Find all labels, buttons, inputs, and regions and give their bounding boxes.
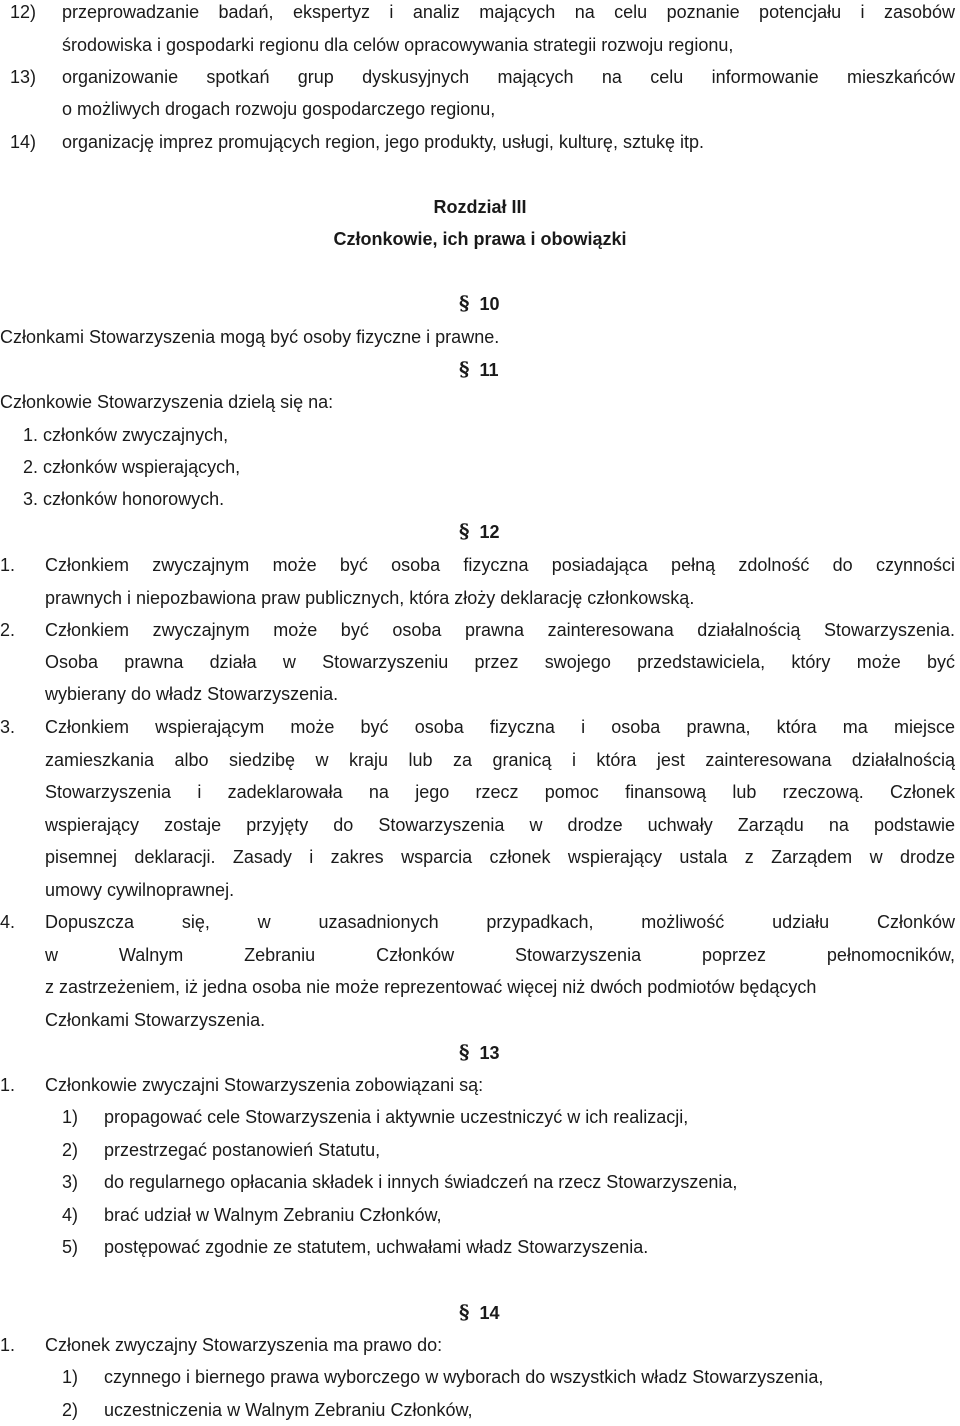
list-item-number: 1. bbox=[0, 555, 16, 575]
list-item-text: o możliwych drogach rozwoju gospodarczego regionu, bbox=[62, 99, 496, 119]
chapter-title: Rozdział III bbox=[433, 197, 527, 217]
section-heading-14 bbox=[459, 1301, 500, 1324]
list-item-text: zamieszkania albo siedzibę w kraju lub za granicą i która jest zainteresowana działalnością bbox=[45, 750, 955, 770]
list-item-text: postępować zgodnie ze statutem, uchwałami władz Stowarzyszenia. bbox=[104, 1237, 649, 1257]
paragraph-text: Członkami Stowarzyszenia mogą być osoby fizyczne i prawne. bbox=[0, 327, 500, 347]
list-item-text: w Walnym Zebraniu Członków Stowarzyszenia poprzez pełnomocników, bbox=[45, 945, 955, 965]
list-item-text: organizację imprez promujących region, jego produkty, usługi, kulturę, sztukę itp. bbox=[62, 132, 704, 152]
section-heading-11 bbox=[459, 358, 499, 381]
list-item-text: wybierany do władz Stowarzyszenia. bbox=[45, 684, 339, 704]
list-item-text: Członkiem zwyczajnym może być osoba prawna zainteresowana działalnością Stowarzyszenia. bbox=[45, 620, 955, 640]
section-heading-13 bbox=[459, 1041, 500, 1064]
list-item-text: umowy cywilnoprawnej. bbox=[45, 880, 235, 900]
list-item-number: 1) bbox=[62, 1107, 79, 1127]
list-item-text: brać udział w Walnym Zebraniu Członków, bbox=[104, 1205, 442, 1225]
list-item-text: propagować cele Stowarzyszenia i aktywnie uczestniczyć w ich realizacji, bbox=[104, 1107, 689, 1127]
paragraph-text: Członkowie Stowarzyszenia dzielą się na: bbox=[0, 392, 334, 412]
list-item-text: do regularnego opłacania składek i innych świadczeń na rzecz Stowarzyszenia, bbox=[104, 1172, 738, 1192]
list-item-text: Stowarzyszenia i zadeklarowała na jego rzecz pomoc finansową lub rzeczową. Członek bbox=[45, 782, 955, 802]
list-item-text: środowiska i gospodarki regionu dla celów opracowywania strategii rozwoju regionu, bbox=[62, 35, 734, 55]
section-number: 13 bbox=[479, 1043, 500, 1063]
section-number: 10 bbox=[479, 294, 500, 314]
list-item: 1. członków zwyczajnych, bbox=[23, 425, 229, 445]
list-item-number: 13) bbox=[10, 67, 37, 87]
list-item-text: Członkami Stowarzyszenia. bbox=[45, 1010, 266, 1030]
list-item-text: prawnych i niepozbawiona praw publicznych, która złoży deklarację członkowską. bbox=[45, 588, 695, 608]
list-item-text: pisemnej deklaracji. Zasady i zakres wsparcia członek wspierający ustala z Zarządem w drodze bbox=[45, 847, 955, 867]
list-item-text: Członkiem zwyczajnym może być osoba fizyczna posiadająca pełną zdolność do czynności bbox=[45, 555, 955, 575]
chapter-subtitle: Członkowie, ich prawa i obowiązki bbox=[333, 229, 627, 249]
list-item-text: wspierający zostaje przyjęty do Stowarzyszenia w drodze uchwały Zarządu na podstawie bbox=[45, 815, 955, 835]
list-item-text: przestrzegać postanowień Statutu, bbox=[104, 1140, 381, 1160]
list-item-text: przeprowadzanie badań, ekspertyz i analiz mających na celu poznanie potencjału i zasobów bbox=[62, 2, 955, 22]
section-symbol: § bbox=[459, 291, 470, 315]
list-item-text: czynnego i biernego prawa wyborczego w wyborach do wszystkich władz Stowarzyszenia, bbox=[104, 1367, 824, 1387]
list-item-number: 2) bbox=[62, 1140, 79, 1160]
list-item-text: Dopuszcza się, w uzasadnionych przypadkach, możliwość udziału Członków bbox=[45, 912, 955, 932]
list-item-number: 5) bbox=[62, 1237, 79, 1257]
list-item-text: uczestniczenia w Walnym Zebraniu Członków, bbox=[104, 1400, 473, 1420]
list-item-number: 2) bbox=[62, 1400, 79, 1420]
list-item-text: Członkiem wspierającym może być osoba fizyczna i osoba prawna, która ma miejsce bbox=[45, 717, 955, 737]
list-item: 3. członków honorowych. bbox=[23, 489, 225, 509]
list-item-number: 4) bbox=[62, 1205, 79, 1225]
section-number: 12 bbox=[479, 522, 500, 542]
list-item-number: 12) bbox=[10, 2, 37, 22]
section-symbol: § bbox=[459, 1040, 470, 1064]
section-symbol: § bbox=[459, 357, 470, 381]
list-item-number: 3) bbox=[62, 1172, 79, 1192]
section-number: 14 bbox=[479, 1303, 500, 1323]
paragraph-text: Członek zwyczajny Stowarzyszenia ma prawo do: bbox=[45, 1335, 443, 1355]
list-item-number: 1) bbox=[62, 1367, 79, 1387]
list-item-number: 4. bbox=[0, 912, 16, 932]
section-heading-12 bbox=[459, 520, 500, 543]
section-symbol: § bbox=[459, 519, 470, 543]
section-number: 11 bbox=[479, 360, 499, 380]
section-symbol: § bbox=[459, 1300, 470, 1324]
section-heading-10 bbox=[459, 292, 500, 315]
list-item: 2. członków wspierających, bbox=[23, 457, 241, 477]
list-item-number: 14) bbox=[10, 132, 37, 152]
list-item-number: 3. bbox=[0, 717, 16, 737]
list-item-text: z zastrzeżeniem, iż jedna osoba nie może reprezentować więcej niż dwóch podmiotów będących bbox=[45, 977, 817, 997]
paragraph-text: Członkowie zwyczajni Stowarzyszenia zobowiązani są: bbox=[45, 1075, 484, 1095]
list-item-number: 1. bbox=[0, 1075, 16, 1095]
list-item-text: organizowanie spotkań grup dyskusyjnych mających na celu informowanie mieszkańców bbox=[62, 67, 955, 87]
list-item-number: 1. bbox=[0, 1335, 16, 1355]
list-item-text: Osoba prawna działa w Stowarzyszeniu przez swojego przedstawiciela, który może być bbox=[45, 652, 955, 672]
list-item-number: 2. bbox=[0, 620, 16, 640]
